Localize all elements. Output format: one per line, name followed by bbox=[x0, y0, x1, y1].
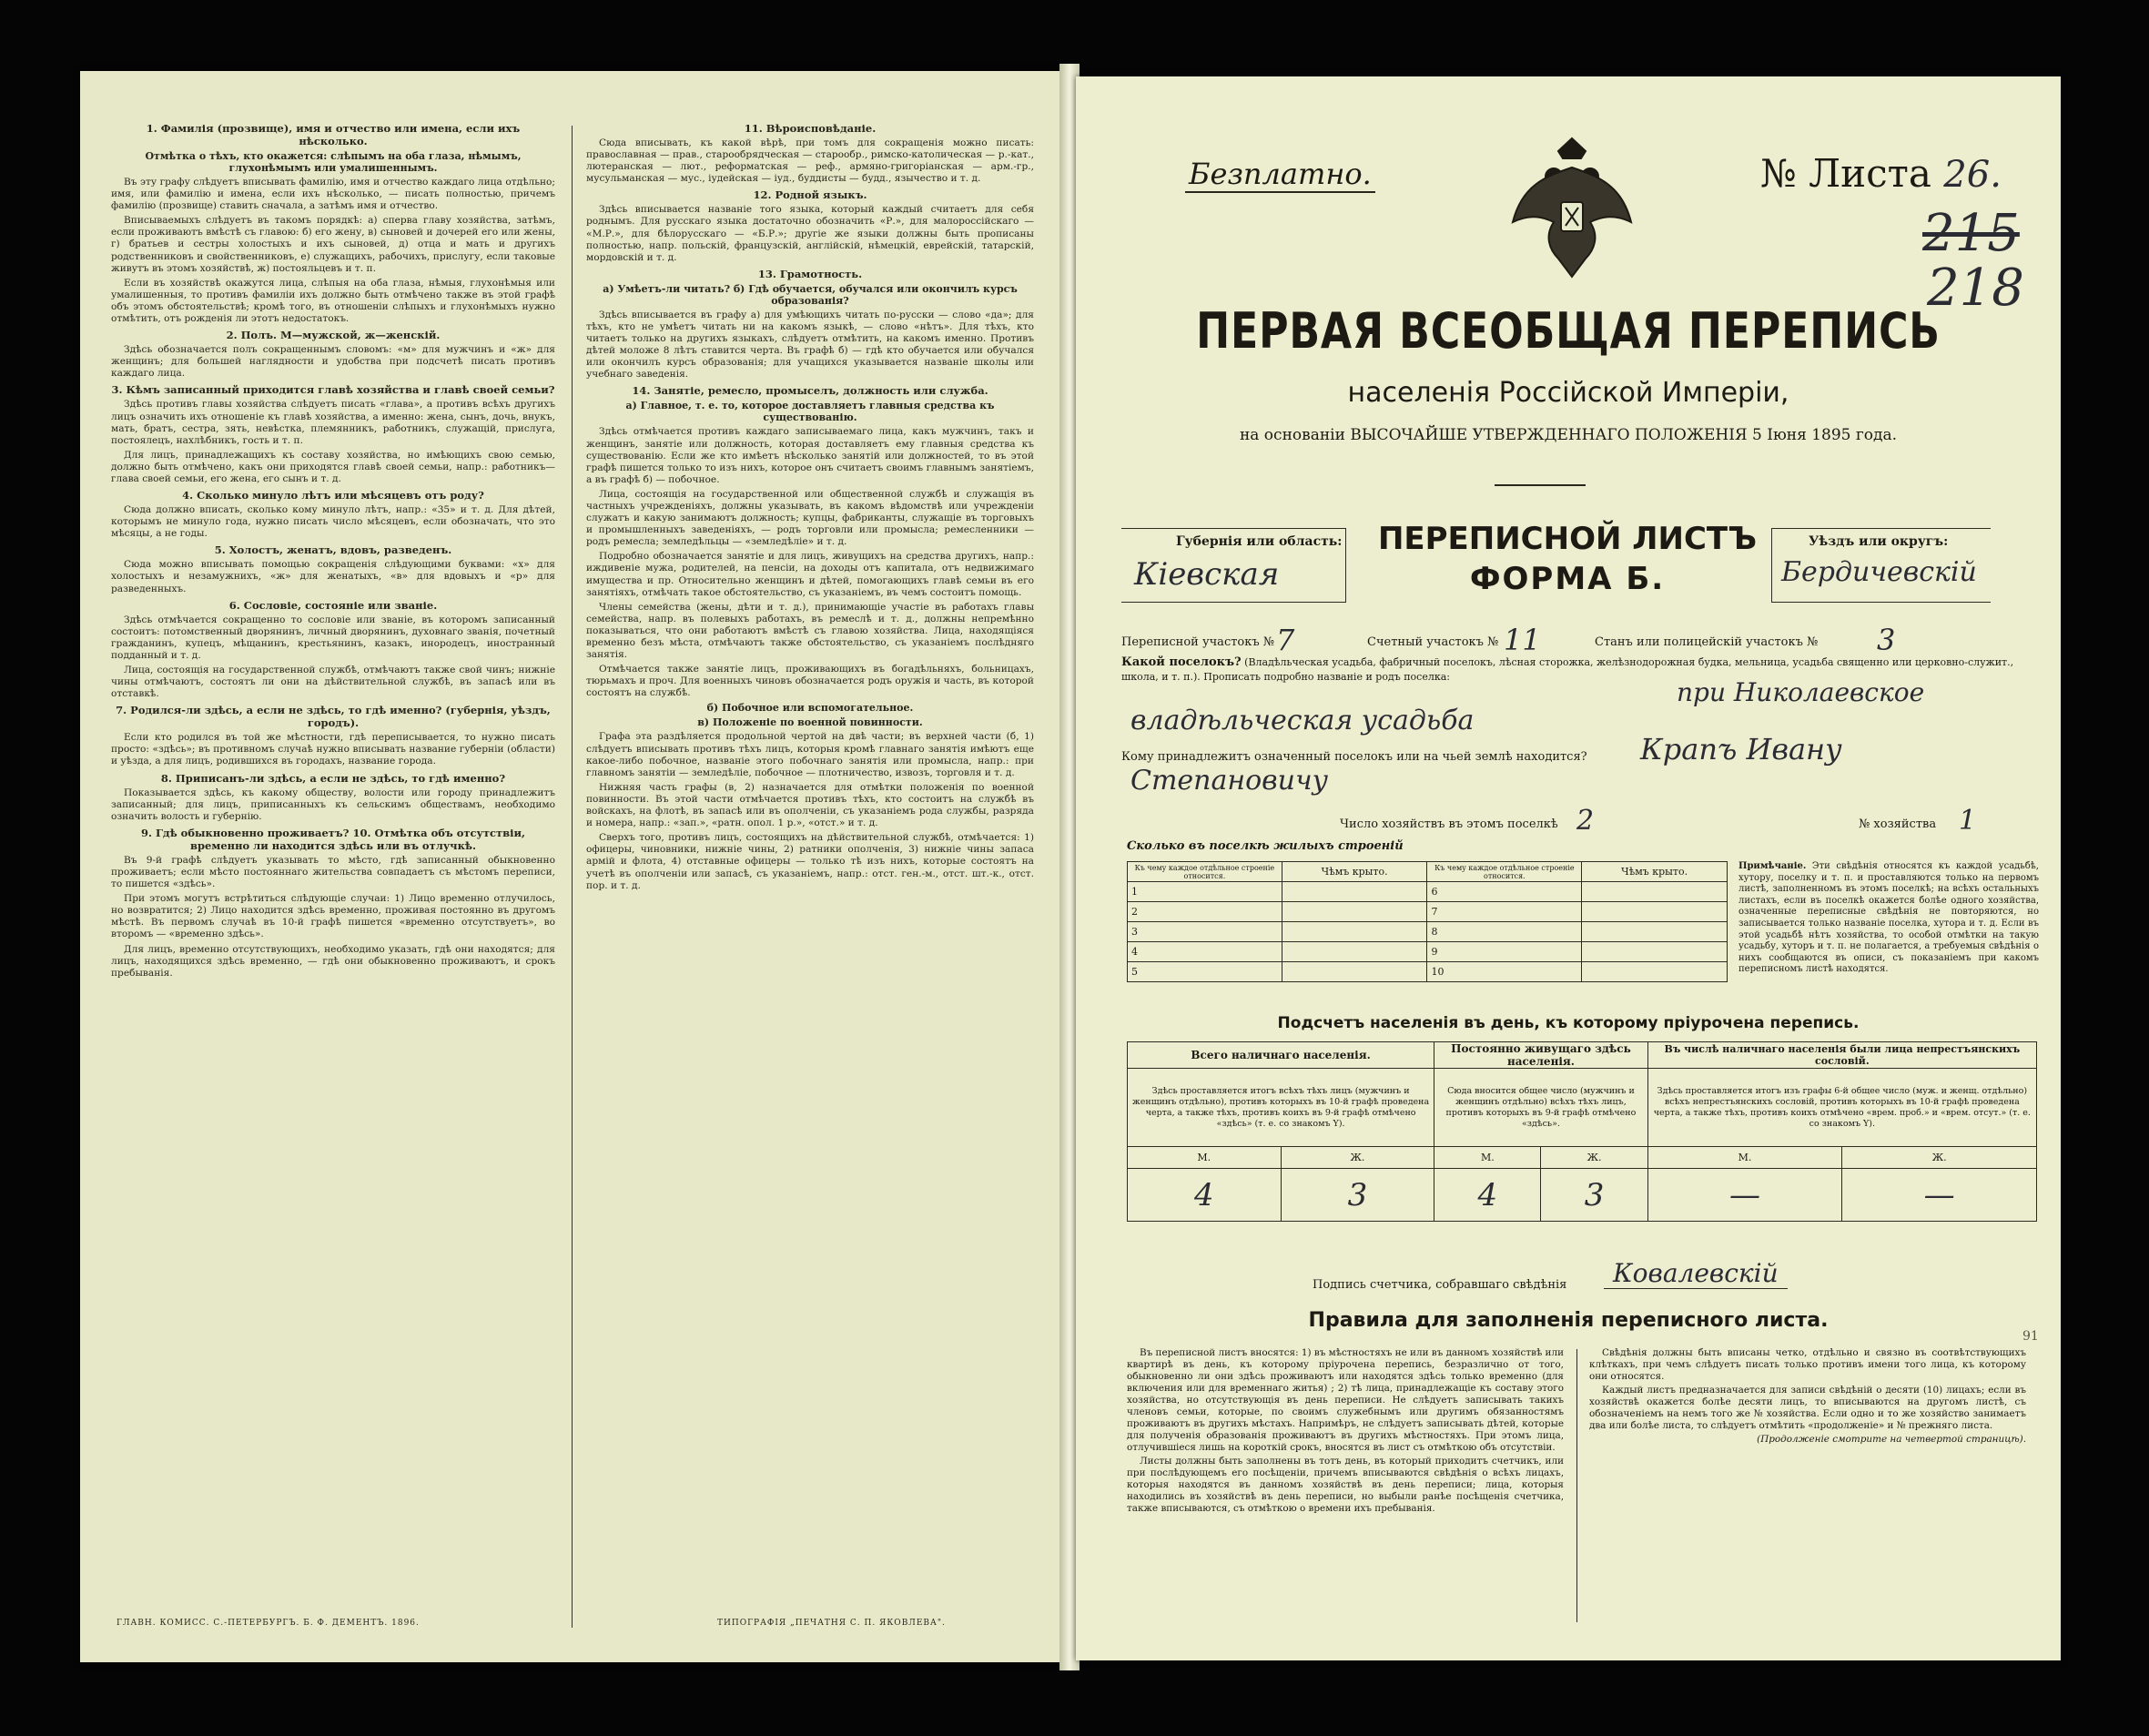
buildings-label: Сколько въ поселкѣ жилыхъ строеній bbox=[1127, 839, 1404, 853]
komu-value-2: Степановичу bbox=[1130, 765, 1329, 797]
uezd-label: Уѣздъ или округъ: bbox=[1809, 534, 1949, 549]
form-name: ФОРМА Б. bbox=[1469, 561, 1666, 597]
perepis-uchastok-value: 7 bbox=[1276, 623, 1295, 657]
count-desc-permanent: Сюда вносится общее число (мужчинъ и женщинъ отдѣльно) всѣхъ тѣхъ лицъ, противъ которыхъ въ 9-й графѣ отмѣчено «здѣсь». bbox=[1434, 1069, 1648, 1147]
guberniya-value: Кіевская bbox=[1134, 556, 1280, 593]
building-number: 6 bbox=[1427, 882, 1582, 902]
instruction-paragraph: Лица, состоящія на государственной или общественной службѣ и служащія въ частныхъ учрежденіяхъ, должны указывать, въ какомъ вѣдомствѣ или учрежденіи служатъ и какую занимаютъ должность; купцы, фабриканты, служащіе въ торговыхъ и промышленныхъ заведеніяхъ, — родъ торговли или промысла; ремесленники — родъ ремесла; земледѣльцы — «земледѣліе» и т. д. bbox=[586, 488, 1034, 548]
census-subtitle: населенія Россійской Имперіи, bbox=[1347, 377, 1789, 409]
rules-right-text-2: Каждый листъ предназначается для записи свѣдѣній о десяти (10) лицахъ; если въ хозяйствѣ окажется болѣе десяти лицъ, то вписываются на другомъ листѣ, съ обозначеніемъ на немъ того же № хозяйства. Если одно и то же хозяйство занимаетъ два или болѣе листа, то слѣдуетъ отмѣтить «продолженіе» и № прежняго листа. bbox=[1589, 1385, 2026, 1431]
count-group-permanent: Постоянно живущаго здѣсь населенія. bbox=[1434, 1042, 1648, 1069]
hoz-no-label: № хозяйства bbox=[1859, 817, 1937, 831]
instruction-heading: 12. Родной языкъ. bbox=[753, 188, 867, 202]
instruction-paragraph: Здѣсь противъ главы хозяйства слѣдуетъ писать «глава», а противъ всѣхъ другихъ лицъ означить ихъ отношеніе къ главѣ хозяйства, а именно: жена, сынъ, дочь, внукъ, мать, братъ, сестра, зять, невѣстка, племянникъ, работникъ, служащій, прислуга, постоялецъ, нахлѣбникъ, гость и т. п. bbox=[111, 399, 555, 446]
count-sex-zh-2: Ж. bbox=[1541, 1147, 1647, 1169]
instruction-heading: 8. Приписанъ-ли здѣсь, а если не здѣсь, то гдѣ именно? bbox=[160, 771, 506, 785]
instruction-paragraph: Для лицъ, временно отсутствующихъ, необходимо указать, гдѣ они находятся; для лицъ, находящихся здѣсь временно, — гдѣ они обыкновенно проживаютъ, и срокъ пребыванія. bbox=[111, 943, 555, 979]
instruction-paragraph: Сюда можно вписывать помощью сокращенія слѣдующими буквами: «х» для холостыхъ и незамужнихъ, «ж» для женатыхъ, «в» для вдовыхъ и «р» для разведенныхъ. bbox=[111, 559, 555, 594]
instruction-paragraph: Здѣсь обозначается полъ сокращеннымъ словомъ: «м» для мужчинъ и «ж» для женщинъ; для большей наглядности и удобства при подсчетѣ писать противъ каждаго лица. bbox=[111, 344, 555, 380]
buildings-table-body bbox=[1128, 882, 1728, 982]
buildings-table-row bbox=[1128, 922, 1728, 942]
poselok-hint: (Владѣльческая усадьба, фабричный поселокъ, лѣсная сторожка, желѣзнодорожная будка, мельница, усадьба священно или церковно-служит., школа, и т. п.). Прописать подробно названіе и родъ поселка: bbox=[1121, 656, 2014, 683]
rules-right-continued: (Продолженіе смотрите на четвертой страницѣ). bbox=[1757, 1434, 2026, 1445]
stan-value: 3 bbox=[1877, 623, 1896, 657]
count-value-total-m: 4 bbox=[1128, 1169, 1282, 1222]
count-values-row bbox=[1128, 1169, 2037, 1222]
instruction-paragraph: Вписываемыхъ слѣдуетъ въ такомъ порядкѣ: а) сперва главу хозяйства, затѣмъ, если проживаютъ вмѣстѣ съ главою: б) его жену, в) сыновей и дочерей его или жены, г) братьев и сестры холостыхъ и ихъ сыновей, д) отца и мать и другихъ родственниковъ и свойственниковъ, е) служащихъ, рабочихъ, прислугу, если таковые живутъ въ этомъ хозяйствѣ, ж) постояльцевъ и т. п. bbox=[111, 215, 555, 274]
instruction-heading: 4. Сколько минуло лѣтъ или мѣсяцевъ отъ роду? bbox=[182, 489, 484, 503]
building-roof-cell bbox=[1582, 922, 1728, 942]
instruction-paragraph: Здѣсь вписывается въ графу а) для умѣющихъ читать по-русски — слово «да»; для тѣхъ, кто не умѣетъ читать ни на какомъ языкѣ, — слово «нѣтъ». Для тѣхъ, кто читаетъ только на другихъ языкахъ, слѣдуетъ отмѣтить, на какомъ именно. Противъ дѣтей моложе 8 лѣтъ ставится черта. Въ графѣ б) — гдѣ кто обучается или обучался или окончилъ курсъ образованія; для учащихся указывается названіе школы или учебнаго заведенія. bbox=[586, 309, 1034, 381]
count-sex-m-3: М. bbox=[1647, 1147, 1842, 1169]
count-sex-m-1: М. bbox=[1128, 1147, 1282, 1169]
rules-title: Правила для заполненія переписного листа. bbox=[1308, 1309, 1829, 1332]
stamp-number-215: 215 bbox=[1922, 204, 2020, 263]
instruction-paragraph: Подробно обозначается занятіе и для лицъ, живущихъ на средства другихъ, напр.: иждивеніе мужа, родителей, на пенсіи, на доходы отъ капитала, отъ недвижимаго имущества и пр. Относительно женщинъ и дѣтей, помогающихъ главѣ семьи въ его занятіяхъ, отмѣчать такое обстоятельство, съ указаніемъ, въ чемъ состоитъ помощь. bbox=[586, 551, 1034, 598]
instruction-paragraph: Члены семейства (жены, дѣти и т. д.), принимающіе участіе въ работахъ главы семейства, напр. въ полевыхъ работахъ, въ ремеслѣ и т. д., должны непремѣнно показываться, что они работаютъ вмѣстѣ съ главою хозяйства. Лица, находящіяся временно безъ мѣста, отмѣчаютъ также обстоятельство, съ указаніемъ послѣдняго занятія. bbox=[586, 601, 1034, 661]
building-roof-cell bbox=[1282, 922, 1427, 942]
building-number: 1 bbox=[1128, 882, 1282, 902]
buildings-table-row bbox=[1128, 902, 1728, 922]
building-number: 3 bbox=[1128, 922, 1282, 942]
instruction-subheading: а) Главное, т. е. то, которое доставляетъ главныя средства къ существованію. bbox=[625, 400, 995, 424]
count-value-nonpeasant-m: — bbox=[1647, 1169, 1842, 1222]
poselok-label: Какой поселокъ? bbox=[1121, 655, 1242, 669]
instruction-paragraph: Сверхъ того, противъ лицъ, состоящихъ на дѣйствительной службѣ, отмѣчается: 1) офицеры, чиновники, нижніе чины, 2) ратники ополченія, 3) нижніе чины запаса армій и флота, 4) отставные офицеры — только тѣ изъ нихъ, которые состоятъ на учетѣ въ ополченіи или запасѣ, съ указаніемъ, напр.: отст. ген.-м., отст. шт.-к., отст. пор. и т. д. bbox=[586, 832, 1034, 891]
right-footer: ТИПОГРАФІЯ „ПЕЧАТНЯ С. П. ЯКОВЛЕВА". bbox=[717, 1619, 946, 1628]
stamp-number-218: 218 bbox=[1927, 259, 2024, 318]
header-rule bbox=[1495, 484, 1586, 486]
right-column-instructions bbox=[586, 118, 1034, 1611]
instruction-paragraph: Нижняя часть графы (в, 2) назначается для отмѣтки положенія по военной повинности. Въ этой части отмѣчается противъ тѣхъ, кто состоитъ на службѣ въ войскахъ, на флотѣ, въ запасѣ или въ ополченіи, съ указаніемъ рода службы, разряда и номера, напр.: «зап.», «ратн. опол. 1 р.», «отст.» и т. д. bbox=[586, 781, 1034, 829]
instruction-paragraph: Въ 9-й графѣ слѣдуетъ указывать то мѣсто, гдѣ записанный обыкновенно проживаетъ; если мѣсто постояннаго жительства совпадаетъ съ мѣстомъ переписи, то пишется «здѣсь». bbox=[111, 854, 555, 890]
note-title: Примѣчаніе. bbox=[1738, 861, 1807, 871]
count-value-total-zh: 3 bbox=[1281, 1169, 1434, 1222]
instruction-paragraph: Графа эта раздѣляется продольной чертой на двѣ части; въ верхней части (б, 1) слѣдуетъ вписывать противъ тѣхъ лицъ, которыя кромѣ главнаго занятія имѣютъ еще какое-либо побочное, названіе этого побочнаго занятія или промысла, напр.: при главномъ занятіи — земледѣліе, побочное — плотничество, извозъ, торговля и т. д. bbox=[586, 731, 1034, 778]
building-roof-cell bbox=[1282, 902, 1427, 922]
households-line bbox=[1121, 805, 2041, 841]
instruction-paragraph: Здѣсь отмѣчается сокращенно то сословіе или званіе, въ которомъ записанный состоитъ: потомственный дворянинъ, личный дворянинъ, духовнаго званія, почетный гражданинъ, купецъ, мѣщанинъ, крестьянинъ, казакъ, инородецъ, иностранный подданный и т. д. bbox=[111, 614, 555, 661]
building-roof-cell bbox=[1582, 902, 1728, 922]
signature-label: Подпись счетчика, собравшаго свѣдѣнія bbox=[1313, 1278, 1567, 1292]
building-number: 10 bbox=[1427, 962, 1582, 982]
column-divider bbox=[572, 126, 573, 1628]
count-value-permanent-zh: 3 bbox=[1541, 1169, 1647, 1222]
count-sex-header-row bbox=[1128, 1147, 2037, 1169]
count-sex-m-2: М. bbox=[1434, 1147, 1541, 1169]
instruction-heading: 5. Холостъ, женатъ, вдовъ, разведенъ. bbox=[214, 543, 452, 557]
komu-value-1: Крапъ Ивану bbox=[1640, 732, 1842, 766]
uezd-value: Бердичевскій bbox=[1781, 556, 1977, 588]
instruction-subheading: в) Положеніе по военной повинности. bbox=[697, 716, 923, 729]
instruction-heading: 3. Кѣмъ записанный приходится главѣ хозяйства и главѣ своей семьи? bbox=[111, 383, 555, 397]
buildings-col-header-roof-2: Чѣмъ крыто. bbox=[1582, 862, 1728, 882]
instruction-paragraph: Въ эту графу слѣдуетъ вписывать фамилію, имя и отчество каждаго лица отдѣльно; имя, или фамилію и имена, если ихъ нѣсколько, — писать полностью, причемъ фамилію (прозвище) ставить сначала, а затѣмъ имя и отчество. bbox=[111, 177, 555, 212]
left-column-instructions bbox=[111, 118, 555, 1611]
count-title: Подсчетъ населенія въ день, къ которому пріурочена перепись. bbox=[1277, 1014, 1860, 1032]
schet-uchastok-value: 11 bbox=[1504, 623, 1541, 657]
buildings-col-header-purpose-2: Къ чему каждое отдѣльное строеніе относится. bbox=[1427, 862, 1582, 882]
signature-value: Ковалевскій bbox=[1604, 1258, 1788, 1289]
instruction-heading: 1. Фамилія (прозвище), имя и отчество или имена, если ихъ нѣсколько. bbox=[146, 122, 521, 147]
count-value-nonpeasant-zh: — bbox=[1842, 1169, 2037, 1222]
instruction-paragraph: Для лицъ, принадлежащихъ къ составу хозяйства, но имѣющихъ свою семью, должно быть отмѣчено, какъ они приходятся главѣ своей семьи, напр.: работникъ—глава своей семьи, его жена, его сынъ и т. д. bbox=[111, 449, 555, 484]
hoz-count-label: Число хозяйствъ въ этомъ поселкѣ bbox=[1340, 817, 1558, 831]
left-page bbox=[80, 71, 1061, 1662]
sheet-number bbox=[1760, 151, 2002, 196]
buildings-col-header-roof: Чѣмъ крыто. bbox=[1282, 862, 1427, 882]
sheet-number-label: № Листа bbox=[1760, 151, 1931, 196]
buildings-table-row bbox=[1128, 942, 1728, 962]
instruction-paragraph: Лица, состоящія на государственной службѣ, отмѣчаютъ также свой чинъ; нижніе чины отмѣчаютъ, состоятъ ли они на дѣйствительной службѣ, въ запасѣ или въ отставкѣ. bbox=[111, 665, 555, 700]
building-number: 7 bbox=[1427, 902, 1582, 922]
instruction-paragraph: Здѣсь вписывается названіе того языка, который каждый считаетъ для себя роднымъ. Для русскаго языка достаточно обозначить «Р.», для малороссійскаго — «М.Р.», для бѣлорусскаго — «Б.Р.»; другіе же языки должны быть прописаны полностью, напр. польскій, французскій, англійскій, нѣмецкій, еврейскій, татарскій, мордовскій и т. д. bbox=[586, 204, 1034, 263]
komu-label: Кому принадлежитъ означенный поселокъ или на чьей землѣ находится? bbox=[1121, 750, 1587, 764]
instruction-subheading: Отмѣтка о тѣхъ, кто окажется: слѣпымъ на оба глаза, нѣмымъ, глухонѣмымъ или умалишеннымъ. bbox=[145, 150, 522, 174]
population-count-table bbox=[1127, 1041, 2037, 1222]
note-text: Эти свѣдѣнія относятся къ каждой усадьбѣ, хутору, поселку и т. п. и проставляются только на первомъ листѣ, заполненномъ въ этомъ поселкѣ; на всѣхъ остальныхъ листахъ, если въ поселкѣ окажется болѣе одного хозяйства, означенные переписные свѣдѣнія не повторяются, но записывается только названіе поселка, хутора и т. д. Если въ этой усадьбѣ нѣтъ хозяйства, то особой отмѣтки на такую усадьбу, хуторъ и т. п. не полагается, а требуемыя свѣдѣнія о нихъ сообщаются въ описи, съ показаніемъ при какомъ переписномъ листѣ находятся. bbox=[1738, 861, 2039, 975]
rules-right-column bbox=[1589, 1347, 2026, 1447]
census-basis: на основаніи ВЫСОЧАЙШЕ УТВЕРЖДЕННАГО ПОЛОЖЕНІЯ 5 Іюня 1895 года. bbox=[1239, 426, 1898, 444]
poselok-value-2: владѣльческая усадьба bbox=[1130, 705, 1475, 736]
count-group-total: Всего наличнаго населенія. bbox=[1128, 1042, 1434, 1069]
rules-left-text-2: Листы должны быть заполнены въ тотъ день, въ который приходитъ счетчикъ, или при послѣдующемъ его посѣщеніи, причемъ вписываются свѣдѣнія о всѣхъ лицахъ, которыя находятся въ данномъ хозяйствѣ въ день переписи; лица, которыя находились въ хозяйствѣ въ день переписи, но выбыли ранѣе посѣщенія счетчика, также вписываются, съ отмѣткою о времени ихъ пребыванія. bbox=[1127, 1456, 1564, 1514]
building-roof-cell bbox=[1582, 882, 1728, 902]
count-sex-zh-1: Ж. bbox=[1281, 1147, 1434, 1169]
note-block bbox=[1738, 861, 2039, 976]
free-label: Безплатно. bbox=[1185, 157, 1375, 193]
stan-label: Станъ или полицейскій участокъ № bbox=[1595, 635, 1819, 649]
instruction-paragraph: Здѣсь отмѣчается противъ каждаго записываемаго лица, какъ мужчинъ, такъ и женщинъ, занятіе или должность, которая доставляетъ ему главныя средства къ существованію. Если же кто имѣетъ нѣсколько занятій или должностей, то въ этой графѣ пишется только то изъ нихъ, которое онъ считаетъ своимъ главнымъ занятіемъ, а въ графѣ б) — побочное. bbox=[586, 426, 1034, 485]
instruction-paragraph: Отмѣчается также занятіе лицъ, проживающихъ въ богадѣльняхъ, больницахъ, тюрьмахъ и проч. Для военныхъ чиновъ обозначается родъ оружія и часть, въ которой состоятъ на службѣ. bbox=[586, 664, 1034, 699]
count-group-nonpeasant: Въ числѣ наличнаго населенія были лица непрестъянскихъ сословій. bbox=[1647, 1042, 2036, 1069]
sheet-title: ПЕРЕПИСНОЙ ЛИСТЪ bbox=[1377, 521, 1758, 557]
instruction-paragraph: Если кто родился въ той же мѣстности, гдѣ переписывается, то нужно писать просто: «здѣсь»; въ противномъ случаѣ нужно вписывать название губерніи (области) и уѣзда, а для лицъ, родившихся въ городахъ, название города. bbox=[111, 732, 555, 767]
instruction-paragraph: Показывается здѣсь, къ какому обществу, волости или городу принадлежитъ записанный; для лицъ, приписанныхъ къ сельскимъ обществамъ, необходимо означить волость и губернію. bbox=[111, 787, 555, 822]
building-roof-cell bbox=[1582, 942, 1728, 962]
hoz-no-value: 1 bbox=[1959, 805, 1977, 837]
building-number: 4 bbox=[1128, 942, 1282, 962]
buildings-col-header-purpose: Къ чему каждое отдѣльное строеніе относится. bbox=[1128, 862, 1282, 882]
instruction-paragraph: Сюда должно вписать, сколько кому минуло лѣтъ, напр.: «35» и т. д. Для дѣтей, которымъ не минуло года, нужно писать число мѣсяцевъ, если обозначать, что это мѣсяцы, а не годы. bbox=[111, 504, 555, 540]
left-footer: ГЛАВН. КОМИСС. С.-ПЕТЕРБУРГЪ. Б. Ф. ДЕМЕНТЪ. 1896. bbox=[117, 1619, 420, 1628]
instruction-heading: 11. Вѣроисповѣданіе. bbox=[744, 122, 877, 135]
districts-line bbox=[1121, 623, 2022, 659]
building-number: 2 bbox=[1128, 902, 1282, 922]
buildings-table bbox=[1127, 861, 1728, 982]
instruction-heading: 14. Занятіе, ремесло, промыселъ, должность или служба. bbox=[632, 384, 988, 398]
count-value-permanent-m: 4 bbox=[1434, 1169, 1541, 1222]
buildings-table-row bbox=[1128, 962, 1728, 982]
instruction-paragraph: Сюда вписывать, къ какой вѣрѣ, при томъ для сокращенія можно писать: православная — прав., старообрядческая — старообр., римско-католическая — р.-кат., лютеранская — лют., реформатская — реф., армяно-григоріанская — арм.-гр., мусульманская — мус., іудейская — іуд., буддисты — будд., язычество и т. д. bbox=[586, 137, 1034, 185]
buildings-table-row bbox=[1128, 882, 1728, 902]
instruction-heading: 2. Полъ. М—мужской, ж—женскій. bbox=[226, 329, 441, 342]
poselok-value-1: при Николаевское bbox=[1677, 677, 1925, 707]
instruction-heading: 13. Грамотность. bbox=[757, 267, 863, 280]
rules-left-text: Въ переписной листъ вносятся: 1) въ мѣстностяхъ не или въ данномъ хозяйствѣ или квартирѣ въ день, къ которому пріурочена перепись, безразлично от того, обыкновенно ли они здѣсь проживаютъ или находятся здѣсь только временно (для включения или для временнаго житья) ; 2) тѣ лица, принадлежащіе къ составу этого хозяйства, но отсутствующія въ день переписи. Не слѣдуетъ записывать такихъ членовъ семьи, которые, по своимъ служебнымъ или другимъ обязанностямъ проживаютъ въ другихъ мѣстахъ. Напримѣръ, не слѣдуетъ записывать дѣтей, которые для полученія образованія проживаютъ въ другихъ мѣстностяхъ. При этомъ лица, отлучившіеся лишь на короткій срокъ, вносятся въ лист съ отмѣткою объ отсутствіи. bbox=[1127, 1347, 1564, 1453]
uezd-box bbox=[1771, 528, 1991, 603]
double-headed-eagle-emblem bbox=[1504, 131, 1640, 286]
building-roof-cell bbox=[1282, 942, 1427, 962]
count-desc-nonpeasant: Здѣсь проставляется итогъ изъ графы 6-й общее число (муж. и женщ. отдѣльно) всѣхъ непрестъянскихъ сословій, противъ которыхъ въ 10-й графѣ проведена черта, а также тѣхъ, противъ коихъ отмѣчено «врем. проб.» и «врем. отсут.» (т. е. со знакомъ Y). bbox=[1647, 1069, 2036, 1147]
guberniya-label: Губернія или область: bbox=[1176, 534, 1343, 549]
building-number: 5 bbox=[1128, 962, 1282, 982]
guberniya-box bbox=[1121, 528, 1346, 603]
building-number: 8 bbox=[1427, 922, 1582, 942]
sheet-number-value: 26. bbox=[1943, 154, 2002, 196]
rules-left-column bbox=[1127, 1347, 1564, 1517]
building-roof-cell bbox=[1282, 882, 1427, 902]
building-number: 9 bbox=[1427, 942, 1582, 962]
census-form-page bbox=[1076, 76, 2061, 1660]
instruction-paragraph: Если въ хозяйствѣ окажутся лица, слѣпыя на оба глаза, нѣмыя, глухонѣмыя или умалишенныя, то противъ фамиліи ихъ должно быть отмѣчено также въ этой графѣ объ этомъ обстоятельствѣ; кромѣ того, въ отношеніи слѣпыхъ и глухонѣмыхъ нужно отмѣтить, отъ рожденія ли этотъ недостатокъ. bbox=[111, 277, 555, 325]
rules-column-divider bbox=[1576, 1349, 1577, 1622]
building-roof-cell bbox=[1582, 962, 1728, 982]
hoz-count-value: 2 bbox=[1576, 805, 1595, 837]
count-desc-total: Здѣсь проставляется итогъ всѣхъ тѣхъ лицъ (мужчинъ и женщинъ отдѣльно), противъ которыхъ въ 10-й графѣ проведена черта, а также тѣхъ, противъ коихъ въ 9-й графѣ отмѣчено «здѣсь» (т. е. со знакомъ Y). bbox=[1128, 1069, 1434, 1147]
instruction-heading: 6. Сословіе, состояніе или званіе. bbox=[228, 598, 438, 612]
instruction-heading: 9. Гдѣ обыкновенно проживаетъ? 10. Отмѣтка объ отсутствіи, временно ли находится здѣсь или въ отлучкѣ. bbox=[140, 826, 526, 852]
instruction-subheading: б) Побочное или вспомогательное. bbox=[706, 702, 914, 715]
schet-uchastok-label: Счетный участокъ № bbox=[1367, 635, 1499, 649]
instruction-paragraph: При этомъ могутъ встрѣтиться слѣдующіе случаи: 1) Лицо временно отлучилось, но возвратится; 2) Лицо находится здѣсь временно, проживая постоянно въ другомъ мѣстѣ. Въ первомъ случаѣ въ 10-й графѣ пишется «временно отсутствуетъ», во второмъ — «временно здѣсь». bbox=[111, 893, 555, 940]
census-title: ПЕРВАЯ ВСЕОБЩАЯ ПЕРЕПИСЬ bbox=[1196, 302, 1941, 360]
instruction-heading: 7. Родился-ли здѣсь, а если не здѣсь, то гдѣ именно? (губернія, уѣздъ, городъ). bbox=[116, 704, 551, 730]
building-roof-cell bbox=[1282, 962, 1427, 982]
count-sex-zh-3: Ж. bbox=[1842, 1147, 2037, 1169]
perepis-uchastok-label: Переписной участокъ № bbox=[1121, 635, 1275, 649]
page-mark: 91 bbox=[2022, 1329, 2039, 1344]
rules-right-text: Свѣдѣнія должны быть вписаны четко, отдѣльно и связно въ соотвѣтствующихъ клѣткахъ, при чемъ слѣдуетъ писать только противъ имени того лица, къ которому они относятся. bbox=[1589, 1347, 2026, 1382]
instruction-subheading: а) Умѣетъ-ли читать? б) Гдѣ обучается, обучался или окончилъ курсъ образованія? bbox=[603, 282, 1018, 307]
